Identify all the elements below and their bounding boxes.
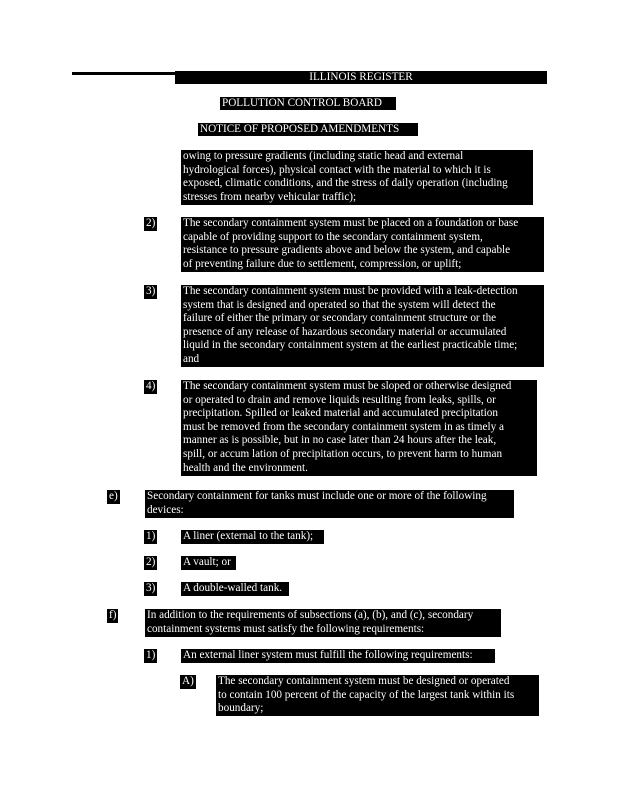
text-line: to contain 100 percent of the capacity of the largest tank within its xyxy=(218,688,515,701)
text-line: containment systems must satisfy the following requirements: xyxy=(147,622,425,635)
text-line: spill, or accum lation of precipitation occurs, to prevent harm to human xyxy=(183,447,503,460)
item-letter: A) xyxy=(182,675,194,687)
text-line: devices: xyxy=(147,503,184,516)
register-title: ILLINOIS REGISTER xyxy=(175,71,547,84)
board-title: POLLUTION CONTROL BOARD xyxy=(220,97,396,110)
text-line: exposed, climatic conditions, and the stress of daily operation (including xyxy=(183,177,508,190)
text-line: boundary; xyxy=(218,702,264,715)
text-line: must be removed from the secondary containment system in as timely a xyxy=(183,420,504,433)
item-number: 3) xyxy=(146,285,156,297)
subsection-letter: e) xyxy=(109,490,118,502)
paragraph-liner: A liner (external to the tank); xyxy=(181,530,324,544)
text-line: The secondary containment system must be designed or operated xyxy=(218,675,510,687)
item-number: 3) xyxy=(146,582,156,594)
paragraph-subsection-f xyxy=(145,609,501,637)
paragraph-item-3 xyxy=(181,285,544,367)
text-line: manner as is possible, but in no case later than 24 hours after the leak, xyxy=(183,434,497,447)
text-line: Secondary containment for tanks must include one or more of the following xyxy=(147,490,487,502)
paragraph-item-a xyxy=(216,675,539,716)
text-line: In addition to the requirements of subsections (a), (b), and (c), secondary xyxy=(147,609,474,621)
text-line: failure of either the primary or secondary containment structure or the xyxy=(183,312,497,325)
text-line: hydrological forces), physical contact with the material to which it is xyxy=(183,163,491,176)
header-rule-left xyxy=(72,72,175,75)
text-line: of preventing failure due to settlement, compression, or uplift; xyxy=(183,257,462,270)
text-line: presence of any release of hazardous secondary material or accumulated xyxy=(183,325,507,338)
item-number: 1) xyxy=(146,649,156,661)
paragraph-external-liner: An external liner system must fulfill the following requirements: xyxy=(181,649,495,663)
text-line: precipitation. Spilled or leaked material and accumulated precipitation xyxy=(183,407,498,420)
text-line: The secondary containment system must be provided with a leak-detection xyxy=(183,285,518,297)
text-line: capable of providing support to the secondary containment system, xyxy=(183,230,483,243)
notice-title: NOTICE OF PROPOSED AMENDMENTS xyxy=(198,123,418,136)
subsection-letter: f) xyxy=(109,609,117,621)
paragraph-item-2 xyxy=(181,217,544,272)
text-line: and xyxy=(183,352,200,365)
text-line: The secondary containment system must be sloped or otherwise designed xyxy=(183,380,512,392)
item-number: 1) xyxy=(146,530,156,542)
text-line: owing to pressure gradients (including static head and external xyxy=(183,150,464,162)
paragraph-subsection-e xyxy=(145,490,514,518)
item-number: 2) xyxy=(146,556,156,568)
item-number: 4) xyxy=(146,380,156,392)
item-number: 2) xyxy=(146,217,156,229)
text-line: or operated to drain and remove liquids resulting from leaks, spills, or xyxy=(183,393,496,406)
text-line: system that is designed and operated so that the system will detect the xyxy=(183,298,496,311)
text-line: liquid in the secondary containment system at the earliest practicable time; xyxy=(183,339,518,352)
text-line: The secondary containment system must be placed on a foundation or base xyxy=(183,217,519,229)
paragraph-item-4 xyxy=(181,380,537,476)
text-line: resistance to pressure gradients above and below the system, and capable xyxy=(183,244,511,257)
paragraph-double-walled: A double-walled tank. xyxy=(181,582,289,596)
text-line: health and the environment. xyxy=(183,461,308,474)
text-line: stresses from nearby vehicular traffic); xyxy=(183,190,357,203)
paragraph-continuation xyxy=(181,150,533,205)
paragraph-vault: A vault; or xyxy=(181,556,236,570)
